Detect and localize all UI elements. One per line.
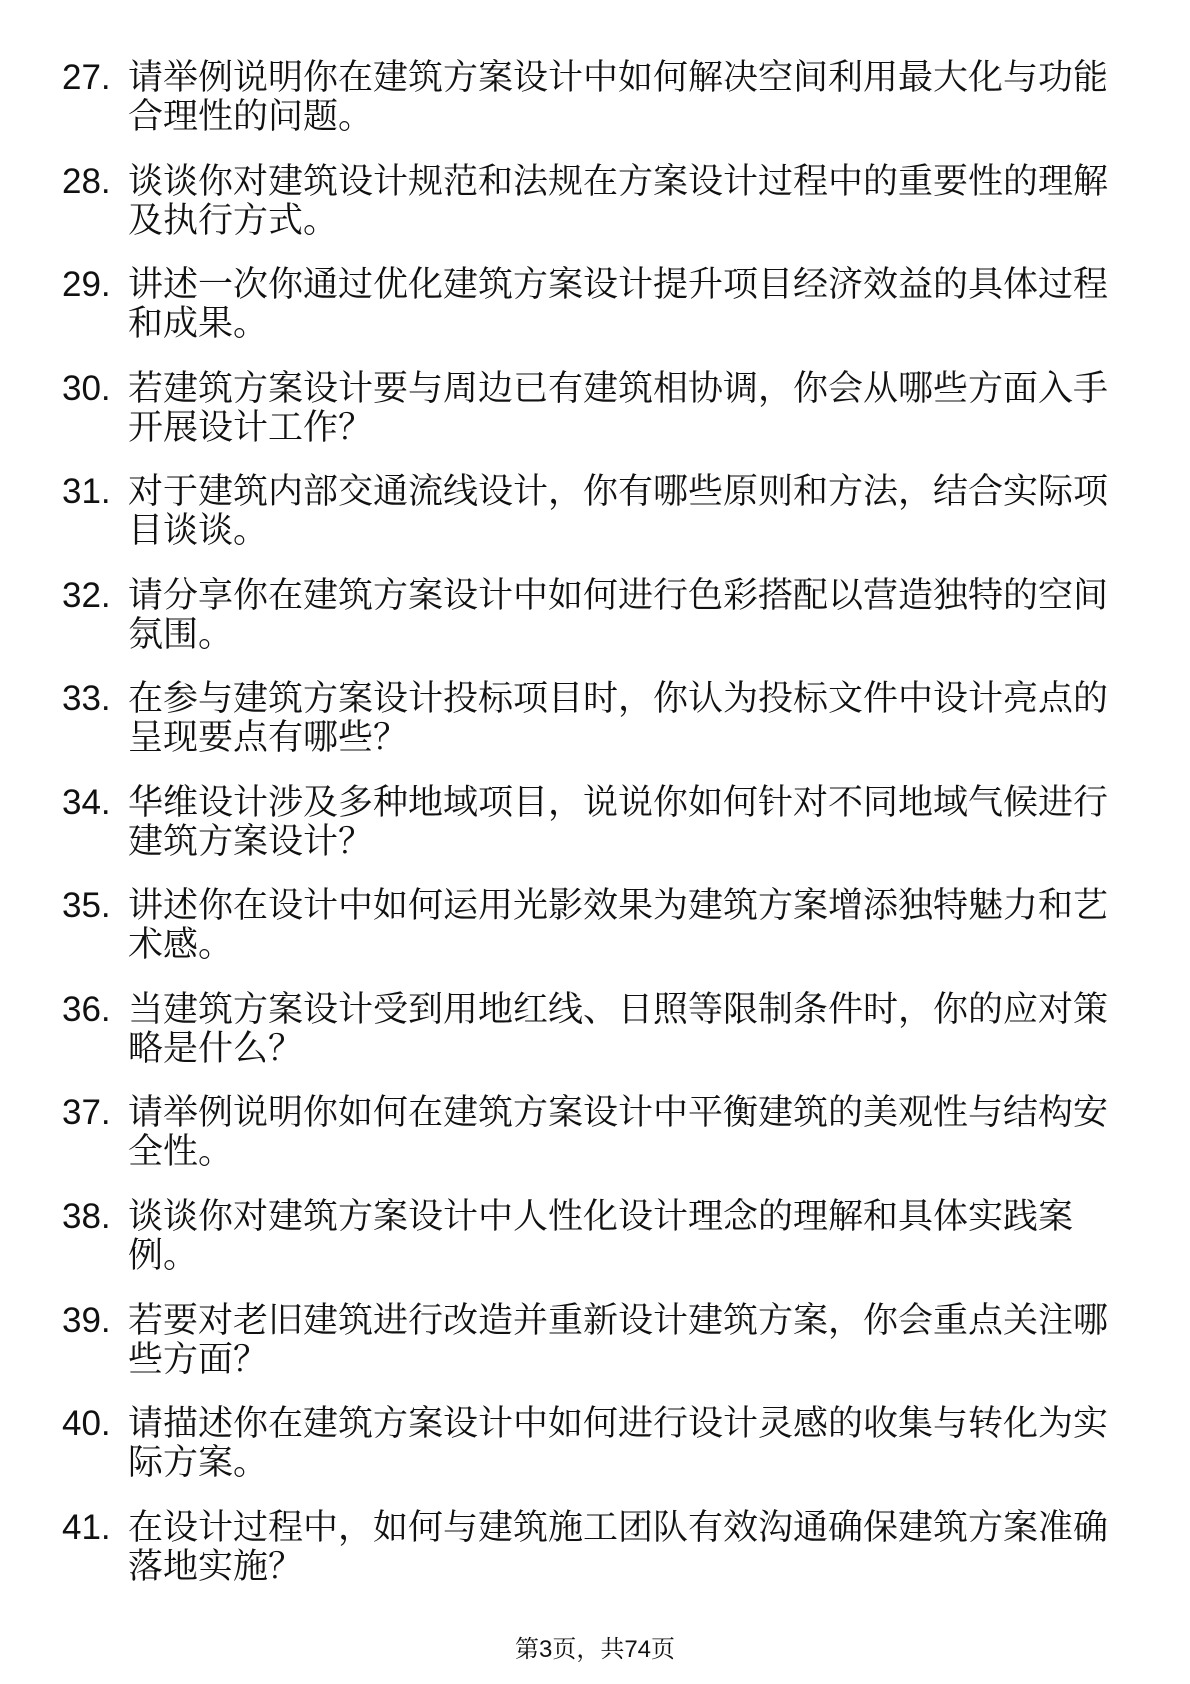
question-text-line: 全性。 [128,1132,234,1172]
question-number: 40. [62,1404,111,1444]
question-text-line: 开展设计工作？ [128,407,374,447]
question-text-line: 落地实施？ [128,1546,304,1586]
question-text-line: 讲述一次你通过优化建筑方案设计提升项目经济效益的具体过程 [128,265,1109,305]
question-text [128,576,1128,654]
question-number: 37. [62,1093,111,1133]
question-item [0,265,1190,343]
question-text [128,265,1128,343]
question-text-line: 目谈谈。 [128,511,269,551]
question-text-line: 术感。 [128,925,234,965]
question-text-line: 建筑方案设计？ [128,821,374,861]
question-number: 35. [62,886,111,926]
question-item [0,58,1190,136]
question-item [0,1093,1190,1171]
question-text [128,886,1128,964]
question-number: 28. [62,161,111,201]
question-text [128,990,1128,1068]
question-number: 41. [62,1507,111,1547]
question-text-line: 请描述你在建筑方案设计中如何进行设计灵感的收集与转化为实 [128,1404,1109,1444]
question-text-line: 氛围。 [128,614,234,654]
question-text-line: 略是什么？ [128,1028,304,1068]
question-text-line: 些方面？ [128,1339,269,1379]
question-text-line: 请分享你在建筑方案设计中如何进行色彩搭配以营造独特的空间 [128,575,1109,615]
question-text-line: 谈谈你对建筑设计规范和法规在方案设计过程中的重要性的理解 [128,161,1109,201]
question-text [128,679,1128,757]
question-text [128,1093,1128,1171]
question-item [0,679,1190,757]
question-number: 38. [62,1197,111,1237]
question-text-line: 在设计过程中，如何与建筑施工团队有效沟通确保建筑方案准确 [128,1507,1109,1547]
question-text-line: 例。 [128,1236,199,1276]
question-item [0,162,1190,240]
question-list [0,58,1190,1611]
question-text-line: 呈现要点有哪些？ [128,718,409,758]
question-number: 36. [62,989,111,1029]
question-text-line: 若建筑方案设计要与周边已有建筑相协调，你会从哪些方面入手 [128,368,1109,408]
question-number: 32. [62,575,111,615]
question-number: 31. [62,472,111,512]
question-text [128,369,1128,447]
question-number: 33. [62,679,111,719]
question-item [0,990,1190,1068]
question-text-line: 华维设计涉及多种地域项目，说说你如何针对不同地域气候进行 [128,782,1109,822]
question-item [0,1197,1190,1275]
question-item [0,576,1190,654]
question-text [128,1404,1128,1482]
question-item [0,369,1190,447]
question-text-line: 和成果。 [128,304,269,344]
question-text-line: 当建筑方案设计受到用地红线、日照等限制条件时，你的应对策 [128,989,1109,1029]
question-number: 39. [62,1300,111,1340]
question-text [128,1301,1128,1379]
question-text-line: 请举例说明你如何在建筑方案设计中平衡建筑的美观性与结构安 [128,1093,1109,1133]
question-item [0,1301,1190,1379]
question-item [0,886,1190,964]
question-text-line: 若要对老旧建筑进行改造并重新设计建筑方案，你会重点关注哪 [128,1300,1109,1340]
question-item [0,783,1190,861]
question-number: 27. [62,58,111,97]
question-text-line: 际方案。 [128,1443,269,1483]
question-number: 29. [62,265,111,305]
question-item [0,472,1190,550]
question-item [0,1508,1190,1586]
question-text [128,1508,1128,1586]
question-text [128,1197,1128,1275]
question-item [0,1404,1190,1482]
question-text [128,58,1128,136]
question-text [128,162,1128,240]
question-text [128,783,1128,861]
question-number: 34. [62,782,111,822]
question-text-line: 合理性的问题。 [128,97,374,136]
question-number: 30. [62,368,111,408]
question-text-line: 及执行方式。 [128,200,339,240]
question-text-line: 请举例说明你在建筑方案设计中如何解决空间利用最大化与功能 [128,58,1109,97]
question-text-line: 讲述你在设计中如何运用光影效果为建筑方案增添独特魅力和艺 [128,886,1109,926]
question-text-line: 对于建筑内部交通流线设计，你有哪些原则和方法，结合实际项 [128,472,1109,512]
question-text-line: 谈谈你对建筑方案设计中人性化设计理念的理解和具体实践案 [128,1197,1074,1237]
question-text-line: 在参与建筑方案设计投标项目时，你认为投标文件中设计亮点的 [128,679,1109,719]
page-footer-label: 第3页，共74页 [514,1636,676,1663]
question-text [128,472,1128,550]
